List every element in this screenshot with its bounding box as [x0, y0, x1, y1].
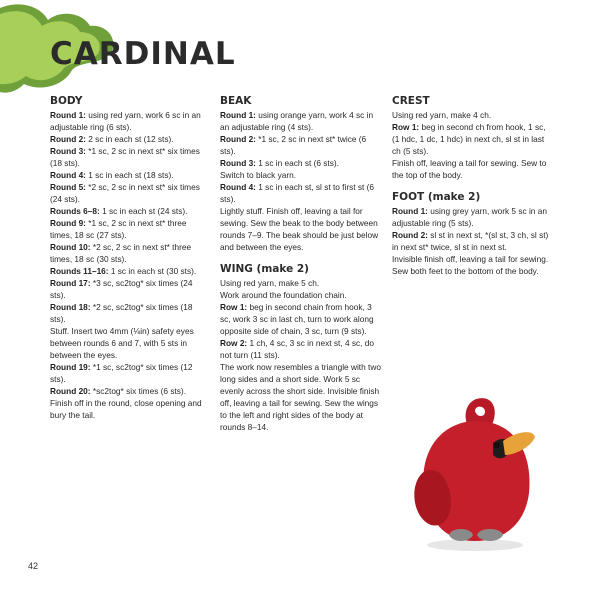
column-middle: [220, 94, 382, 433]
body-line: [50, 133, 210, 145]
wing-line: [220, 301, 382, 337]
section-heading-body: BODY: [50, 95, 83, 107]
beak-line: [220, 157, 382, 169]
body-line: [50, 205, 210, 217]
row-label: Round 1:: [220, 110, 256, 120]
body-line: [50, 361, 210, 385]
row-label: Round 17:: [50, 278, 91, 288]
row-label: Round 3:: [50, 146, 86, 156]
beak-line: [220, 205, 382, 253]
body-line: [50, 241, 210, 265]
section-heading-foot: FOOT (make 2): [392, 191, 481, 203]
column-right: [392, 94, 554, 277]
row-text: *1 sc, 2 sc in next st* three times, 18 sc (27 sts).: [50, 218, 187, 240]
row-label: Round 1:: [392, 206, 428, 216]
section-heading-wing: WING (make 2): [220, 263, 309, 275]
body-line: [50, 301, 210, 325]
row-text: Finish off, leaving a tail for sewing. Sew to the top of the body.: [392, 158, 547, 180]
body-line: [50, 265, 210, 277]
crest-line: [392, 157, 554, 181]
foot-line: [392, 205, 554, 229]
row-text: *2 sc, 2 sc in next st* six times (24 sts).: [50, 182, 200, 204]
row-label: Round 4:: [220, 182, 256, 192]
row-label: Round 10:: [50, 242, 91, 252]
row-text: The work now resembles a triangle with two long sides and a short side. Work 5 sc evenly across the short side. Invisible finish off, leaving a tail for sewing. Sew the wings to the left and right sides of the body at rounds 8–14.: [220, 362, 381, 432]
wing-line: [220, 361, 382, 433]
row-label: Rounds 11–16:: [50, 266, 109, 276]
section-heading-crest: CREST: [392, 95, 430, 107]
beak-line: [220, 109, 382, 133]
row-text: 1 sc in each st, sl st to first st (6 sts).: [220, 182, 374, 204]
row-text: Work around the foundation chain.: [220, 290, 347, 300]
row-text: *sc2tog* six times (6 sts).: [90, 386, 187, 396]
row-text: Stuff. Insert two 4mm (⅛in) safety eyes between rounds 6 and 7, with 5 sts in between the eyes.: [50, 326, 194, 360]
row-label: Row 1:: [220, 302, 248, 312]
foot-line: [392, 229, 554, 253]
body-line: [50, 217, 210, 241]
row-text: Lightly stuff. Finish off, leaving a tail for sewing. Sew the beak to the body between rounds 7–9. The beak should be just below and between the eyes.: [220, 206, 379, 252]
row-text: *2 sc, sc2tog* six times (18 sts).: [50, 302, 193, 324]
row-text: *1 sc, 2 sc in next st* six times (18 sts).: [50, 146, 200, 168]
page-title: CARDINAL: [50, 36, 236, 72]
foot-instructions: [392, 205, 554, 277]
row-text: beg in second ch from hook, 1 sc, (1 hdc, 1 dc, 1 hdc) in next ch, sl st in last ch (5 sts).: [392, 122, 546, 156]
row-label: Round 2:: [220, 134, 256, 144]
beak-line: [220, 181, 382, 205]
wing-line: [220, 337, 382, 361]
crest-line: [392, 121, 554, 157]
eye: [494, 442, 500, 448]
row-text: Using red yarn, make 4 ch.: [392, 110, 492, 120]
row-text: *1 sc, 2 sc in next st* twice (6 sts).: [220, 134, 367, 156]
body-line: [50, 181, 210, 205]
beak-line: [220, 133, 382, 157]
foot-line: [392, 253, 554, 277]
body-line: [50, 277, 210, 301]
row-label: Row 2:: [220, 338, 248, 348]
body-line: [50, 397, 210, 421]
row-text: 1 sc in each st (18 sts).: [85, 170, 174, 180]
crest-line: [392, 109, 554, 121]
body-line: [50, 169, 210, 181]
beak-instructions: [220, 109, 382, 253]
row-label: Round 4:: [50, 170, 86, 180]
body-line: [50, 325, 210, 361]
section-heading-beak: BEAK: [220, 95, 252, 107]
row-label: Rounds 6–8:: [50, 206, 100, 216]
crest-instructions: [392, 109, 554, 181]
body-instructions: [50, 109, 210, 421]
row-label: Round 18:: [50, 302, 91, 312]
row-label: Round 2:: [50, 134, 86, 144]
row-text: *2 sc, 2 sc in next st* three times, 18 sc (30 sts).: [50, 242, 192, 264]
beak-line: [220, 169, 382, 181]
row-label: Round 19:: [50, 362, 91, 372]
row-label: Round 3:: [220, 158, 256, 168]
row-label: Round 5:: [50, 182, 86, 192]
row-text: using red yarn, work 6 sc in an adjustable ring (6 sts).: [50, 110, 201, 132]
column-left: [50, 94, 210, 421]
wing-line: [220, 289, 382, 301]
body-line: [50, 145, 210, 169]
row-text: 1 sc in each st (24 sts).: [99, 206, 188, 216]
row-text: using grey yarn, work 5 sc in an adjustable ring (5 sts).: [392, 206, 547, 228]
cardinal-photo: [405, 385, 555, 555]
row-text: sl st in next st, *(sl st, 3 ch, sl st) in next st* twice, sl st in next st.: [392, 230, 549, 252]
row-label: Row 1:: [392, 122, 420, 132]
body-line: [50, 385, 210, 397]
row-text: Switch to black yarn.: [220, 170, 297, 180]
row-label: Round 20:: [50, 386, 91, 396]
row-text: 1 sc in each st (6 sts).: [255, 158, 339, 168]
row-text: using orange yarn, work 4 sc in an adjustable ring (4 sts).: [220, 110, 374, 132]
row-text: Finish off in the round, close opening and bury the tail.: [50, 398, 202, 420]
row-text: 2 sc in each st (12 sts).: [85, 134, 174, 144]
body-line: [50, 109, 210, 133]
row-text: *3 sc, sc2tog* six times (24 sts).: [50, 278, 193, 300]
row-text: beg in second chain from hook, 3 sc, work 3 sc in last ch, turn to work along opposite side of chain, 3 sc, turn (9 sts).: [220, 302, 374, 336]
row-label: Round 2:: [392, 230, 428, 240]
page-number: 42: [28, 561, 39, 571]
row-label: Round 9:: [50, 218, 86, 228]
wing-instructions: [220, 277, 382, 433]
row-label: Round 1:: [50, 110, 86, 120]
row-text: 1 ch, 4 sc, 3 sc in next st, 4 sc, do not turn (11 sts).: [220, 338, 375, 360]
row-text: Invisible finish off, leaving a tail for sewing. Sew both feet to the bottom of the body.: [392, 254, 549, 276]
wing-line: [220, 277, 382, 289]
row-text: 1 sc in each st (30 sts).: [108, 266, 197, 276]
row-text: *1 sc, sc2tog* six times (12 sts).: [50, 362, 193, 384]
row-text: Using red yarn, make 5 ch.: [220, 278, 320, 288]
